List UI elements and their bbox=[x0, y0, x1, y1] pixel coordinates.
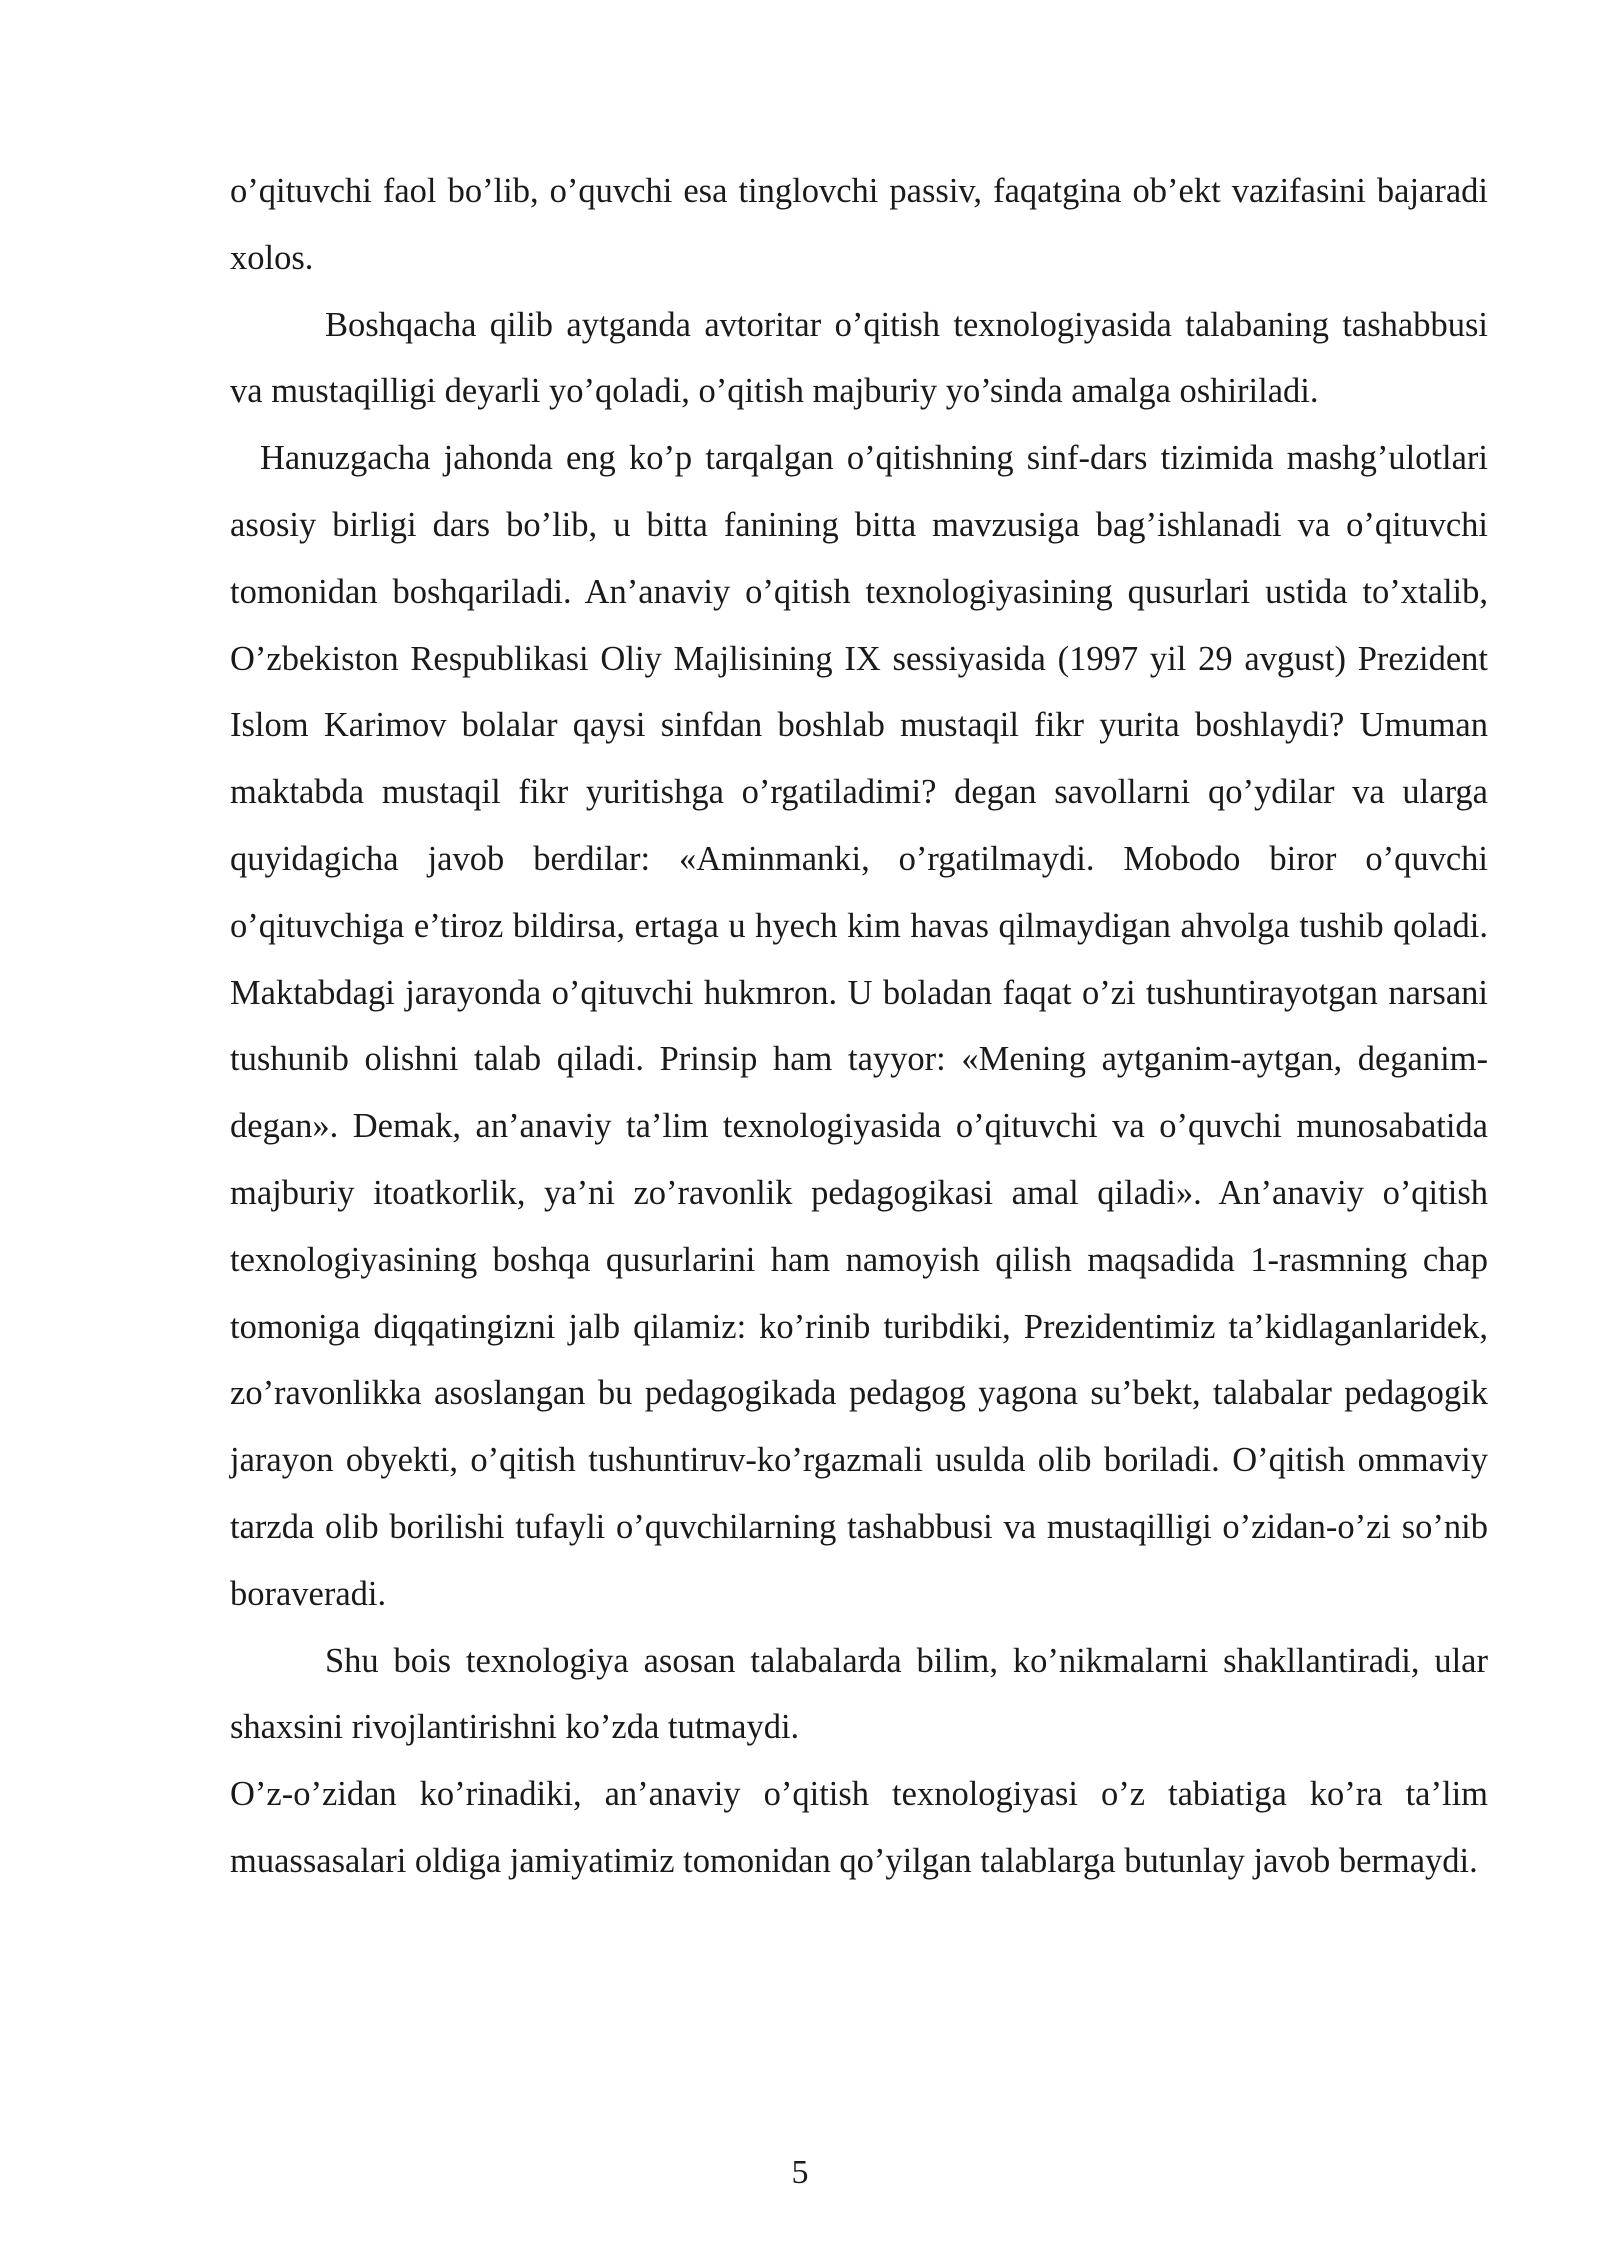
paragraph-class-lesson-system: Hanuzgacha jahonda eng ko’p tarqalgan o’qitishning sinf-dars tizimida mashg’ulotlari asosiy birligi dars bo’lib, u bitta fanining bitta mavzusiga bag’ishlanadi va o’qituvchi tomonidan boshqariladi. An’anaviy o’qitish texnologiyasining qusurlari ustida to’xtalib, O’zbekiston Respublikasi Oliy Majlisining IX sessiyasida (1997 yil 29 avgust) Prezident Islom Karimov bolalar qaysi sinfdan boshlab mustaqil fikr yurita boshlaydi? Umuman maktabda mustaqil fikr yuritishga o’rgatiladimi? degan savollarni qo’ydilar va ularga quyidagicha javob berdilar: «Aminmanki, o’rgatilmaydi. Mobodo biror o’quvchi o’qituvchiga e’tiroz bildirsa, ertaga u hyech kim havas qilmaydigan ahvolga tushib qoladi. Maktabdagi jarayonda o’qituvchi hukmron. U boladan faqat o’zi tushuntirayotgan narsani tushunib olishni talab qiladi. Prinsip ham tayyor: «Mening aytganim-aytgan, deganim-degan». Demak, an’anaviy ta’lim texnologiyasida o’qituvchi va o’quvchi munosabatida majburiy itoatkorlik, ya’ni zo’ravonlik pedagogikasi amal qiladi». An’anaviy o’qitish texnologiyasining boshqa qusurlarini ham namoyish qilish maqsadida 1-rasmning chap tomoniga diqqatingizni jalb qilamiz: ko’rinib turibdiki, Prezidentimiz ta’kidlaganlaridek, zo’ravonlikka asoslangan bu pedagogikada pedagog yagona su’bekt, talabalar pedagogik jarayon obyekti, o’qitish tushuntiruv-ko’rgazmali usulda olib boriladi. O’qitish ommaviy tarzda olib borilishi tufayli o’quvchilarning tashabbusi va mustaqilligi o’zidan-o’zi so’nib boraveradi. bbox=[230, 439, 1488, 1613]
paragraph-continuation: o’qituvchi faol bo’lib, o’quvchi esa tinglovchi passiv, faqatgina ob’ekt vazifasini bajaradi xolos. bbox=[230, 172, 1488, 277]
body-text bbox=[230, 158, 1488, 1895]
paragraph-authoritarian-teaching: Boshqacha qilib aytganda avtoritar o’qitish texnologiyasida talabaning tashabbusi va mustaqilligi deyarli yo’qoladi, o’qitish majburiy yo’sinda amalga oshiriladi. bbox=[230, 305, 1488, 411]
page-number: 5 bbox=[791, 2154, 809, 2191]
paragraph-conclusion: O’z-o’zidan ko’rinadiki, an’anaviy o’qitish texnologiyasi o’z tabiatiga ko’ra ta’lim muassasalari oldiga jamiyatimiz tomonidan qo’yilgan talablarga butunlay javob bermaydi. bbox=[230, 1775, 1488, 1880]
paragraph-technology-knowledge: Shu bois texnologiya asosan talabalarda bilim, ko’nikmalarni shakllantiradi, ular shaxsini rivojlantirishni ko’zda tutmaydi. bbox=[230, 1641, 1488, 1747]
